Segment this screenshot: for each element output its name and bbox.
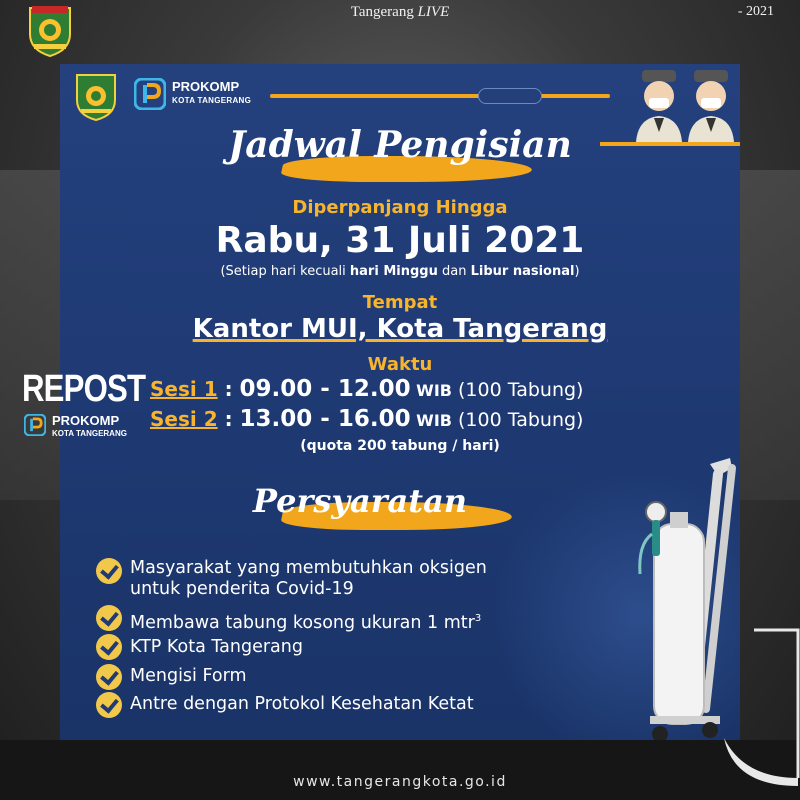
repost-brand: PROKOMP KOTA TANGERANG <box>52 413 127 438</box>
requirement-item: Mengisi Form <box>130 666 247 686</box>
place-value: Kantor MUI, Kota Tangerang <box>192 314 608 344</box>
repost-badge: REPOST PROKOMP KOTA TANGERANG <box>22 368 146 438</box>
prokomp-logo-icon <box>134 78 166 110</box>
decorative-line <box>270 94 610 98</box>
requirement-item: Membawa tabung kosong ukuran 1 mtr$^3$ <box>130 612 482 633</box>
requirement-item: Antre dengan Protokol Kesehatan Ketat <box>130 694 474 714</box>
decorative-corner-shape <box>724 628 800 788</box>
check-icon <box>96 558 122 584</box>
deadline-date: Rabu, 31 Juli 2021 <box>215 220 585 261</box>
requirements-script-title: Persyaratan <box>252 482 468 520</box>
requirement-item: KTP Kota Tangerang <box>130 637 303 657</box>
session-2: Sesi 2 : 13.00 - 16.00 WIB (100 Tabung) <box>150 406 584 432</box>
schedule-script-title: Jadwal Pengisian <box>228 124 572 166</box>
check-icon <box>96 634 122 660</box>
city-emblem-icon <box>74 72 118 122</box>
prokomp-brand: PROKOMP KOTA TANGERANG <box>172 79 252 105</box>
requirement-item: Masyarakat yang membutuhkan oksigen untuk penderita Covid-19 <box>130 558 487 599</box>
footer-website-link[interactable]: www.tangerangkota.go.id <box>293 774 507 790</box>
extended-label: Diperpanjang Hingga <box>292 197 508 218</box>
check-icon <box>96 664 122 690</box>
quota-note: (quota 200 tabung / hari) <box>300 438 500 454</box>
place-label: Tempat <box>362 292 438 313</box>
background-footer-band <box>0 740 800 800</box>
header-year: - 2021 <box>737 4 774 19</box>
prokomp-logo-icon <box>24 414 46 436</box>
session-1: Sesi 1 : 09.00 - 12.00 WIB (100 Tabung) <box>150 376 584 402</box>
time-label: Waktu <box>367 354 433 375</box>
page-header-title: Tangerang LIVE <box>350 4 450 20</box>
check-icon <box>96 692 122 718</box>
oxygen-tank-icon <box>590 454 740 740</box>
date-note: (Setiap hari kecuali hari Minggu dan Libur nasional) <box>220 264 580 279</box>
check-icon <box>96 605 122 631</box>
decorative-pill <box>478 88 542 104</box>
